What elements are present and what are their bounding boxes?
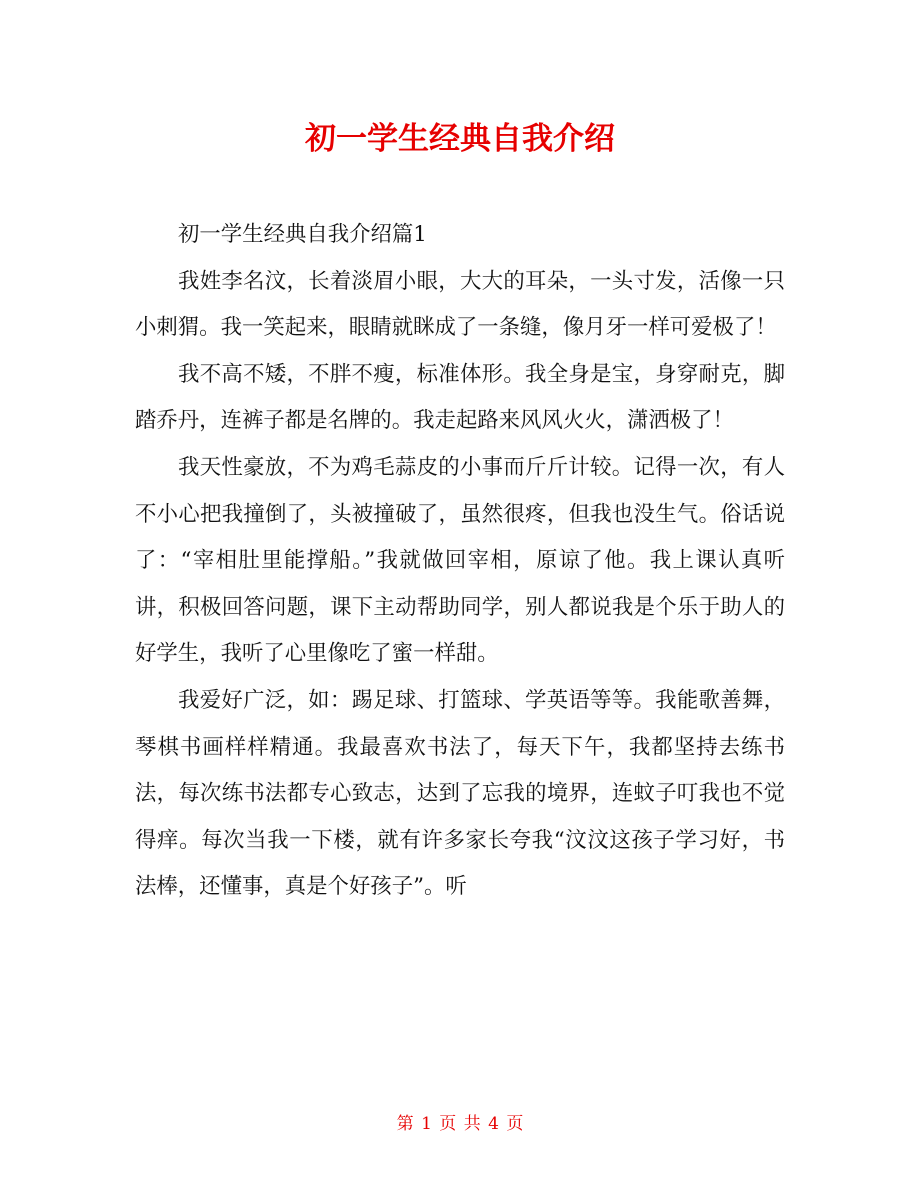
document-title: 初一学生经典自我介绍 [305, 121, 615, 157]
section-heading: 初一学生经典自我介绍篇1 [178, 222, 427, 247]
page-number-footer: 第 1 页 共 4 页 [396, 1114, 524, 1134]
document-body [135, 212, 785, 911]
paragraph-figure: 我不高不矮，不胖不瘦，标准体形。我全身是宝，身穿耐克，脚踏乔丹，连裤子都是名牌的。我走起路来风风火火，潇洒极了！ [135, 361, 785, 434]
paragraph-personality: 我天性豪放，不为鸡毛蒜皮的小事而斤斤计较。记得一次，有人不小心把我撞倒了，头被撞破了，虽然很疼，但我也没生气。俗话说了：“宰相肚里能撑船。”我就做回宰相，原谅了他。我上课认真听讲，积极回答问题，课下主动帮助同学，别人都说我是个乐于助人的好学生，我听了心里像吃了蜜一样甜。 [135, 454, 785, 667]
paragraph-hobbies: 我爱好广泛，如：踢足球、打篮球、学英语等等。我能歌善舞，琴棋书画样样精通。我最喜欢书法了，每天下午，我都坚持去练书法，每次练书法都专心致志，达到了忘我的境界，连蚊子叮我也不觉得痒。每次当我一下楼，就有许多家长夸我“汶汶这孩子学习好，书法棒，还懂事，真是个好孩子”。听 [135, 687, 785, 900]
paragraph-appearance: 我姓李名汶，长着淡眉小眼，大大的耳朵，一头寸发，活像一只小刺猬。我一笑起来，眼睛就眯成了一条缝，像月牙一样可爱极了！ [135, 268, 785, 341]
